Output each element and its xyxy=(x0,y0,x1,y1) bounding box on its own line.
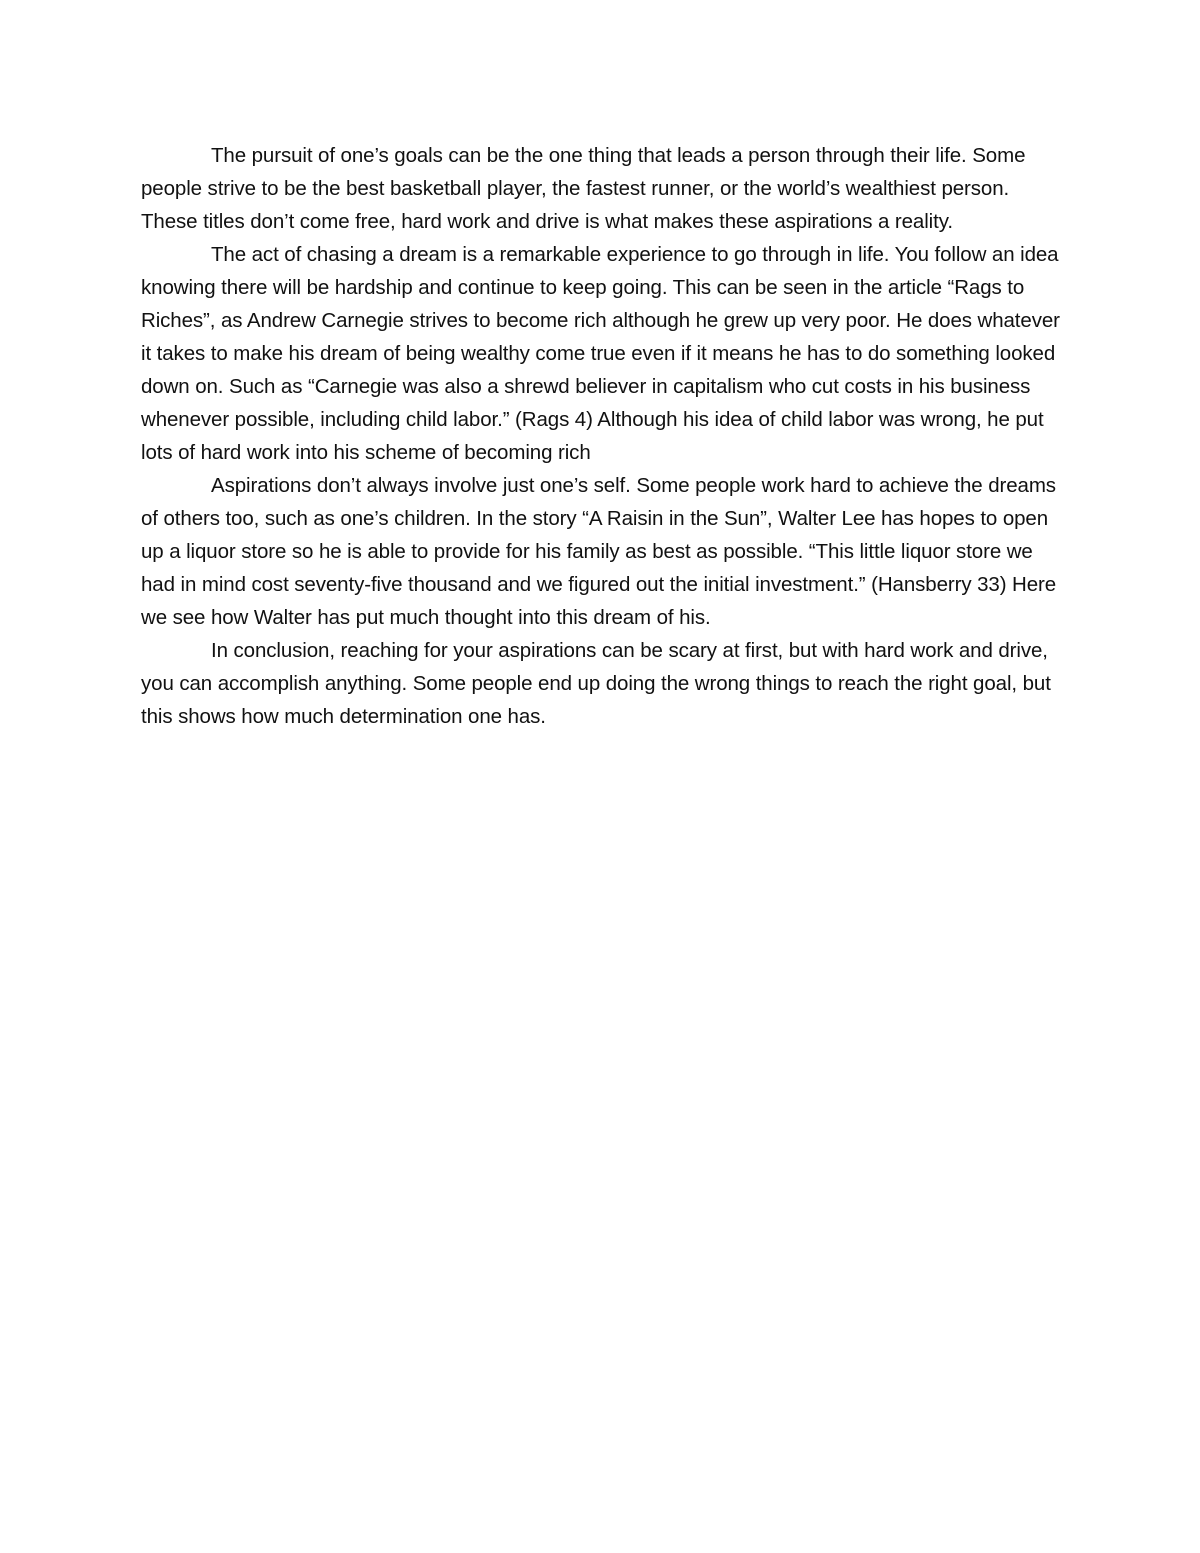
paragraph-4: In conclusion, reaching for your aspirations can be scary at first, but with hard work and drive, you can accomplish anything. Some people end up doing the wrong things to reach the right goal, but this shows how much determination one has. xyxy=(141,639,1051,728)
paragraph-3: Aspirations don’t always involve just one’s self. Some people work hard to achieve the dreams of others too, such as one’s children. In the story “A Raisin in the Sun”, Walter Lee has hopes to open up a liquor store so he is able to provide for his family as best as possible. “This little liquor store we had in mind cost seventy-five thousand and we figured out the initial investment.” (Hansberry 33) Here we see how Walter has put much thought into this dream of his. xyxy=(141,474,1057,629)
essay-body xyxy=(141,139,1061,733)
paragraph-2: The act of chasing a dream is a remarkable experience to go through in life. You follow an idea knowing there will be hardship and continue to keep going. This can be seen in the article “Rags to Riches”, as Andrew Carnegie strives to become rich although he grew up very poor. He does whatever it takes to make his dream of being wealthy come true even if it means he has to do something looked down on. Such as “Carnegie was also a shrewd believer in capitalism who cut costs in his business whenever possible, including child labor.” (Rags 4) Although his idea of child labor was wrong, he put lots of hard work into his scheme of becoming rich xyxy=(141,243,1060,464)
paragraph-1: The pursuit of one’s goals can be the one thing that leads a person through their life. Some people strive to be the best basketball player, the fastest runner, or the world’s wealthiest person. These titles don’t come free, hard work and drive is what makes these aspirations a reality. xyxy=(141,144,1026,233)
